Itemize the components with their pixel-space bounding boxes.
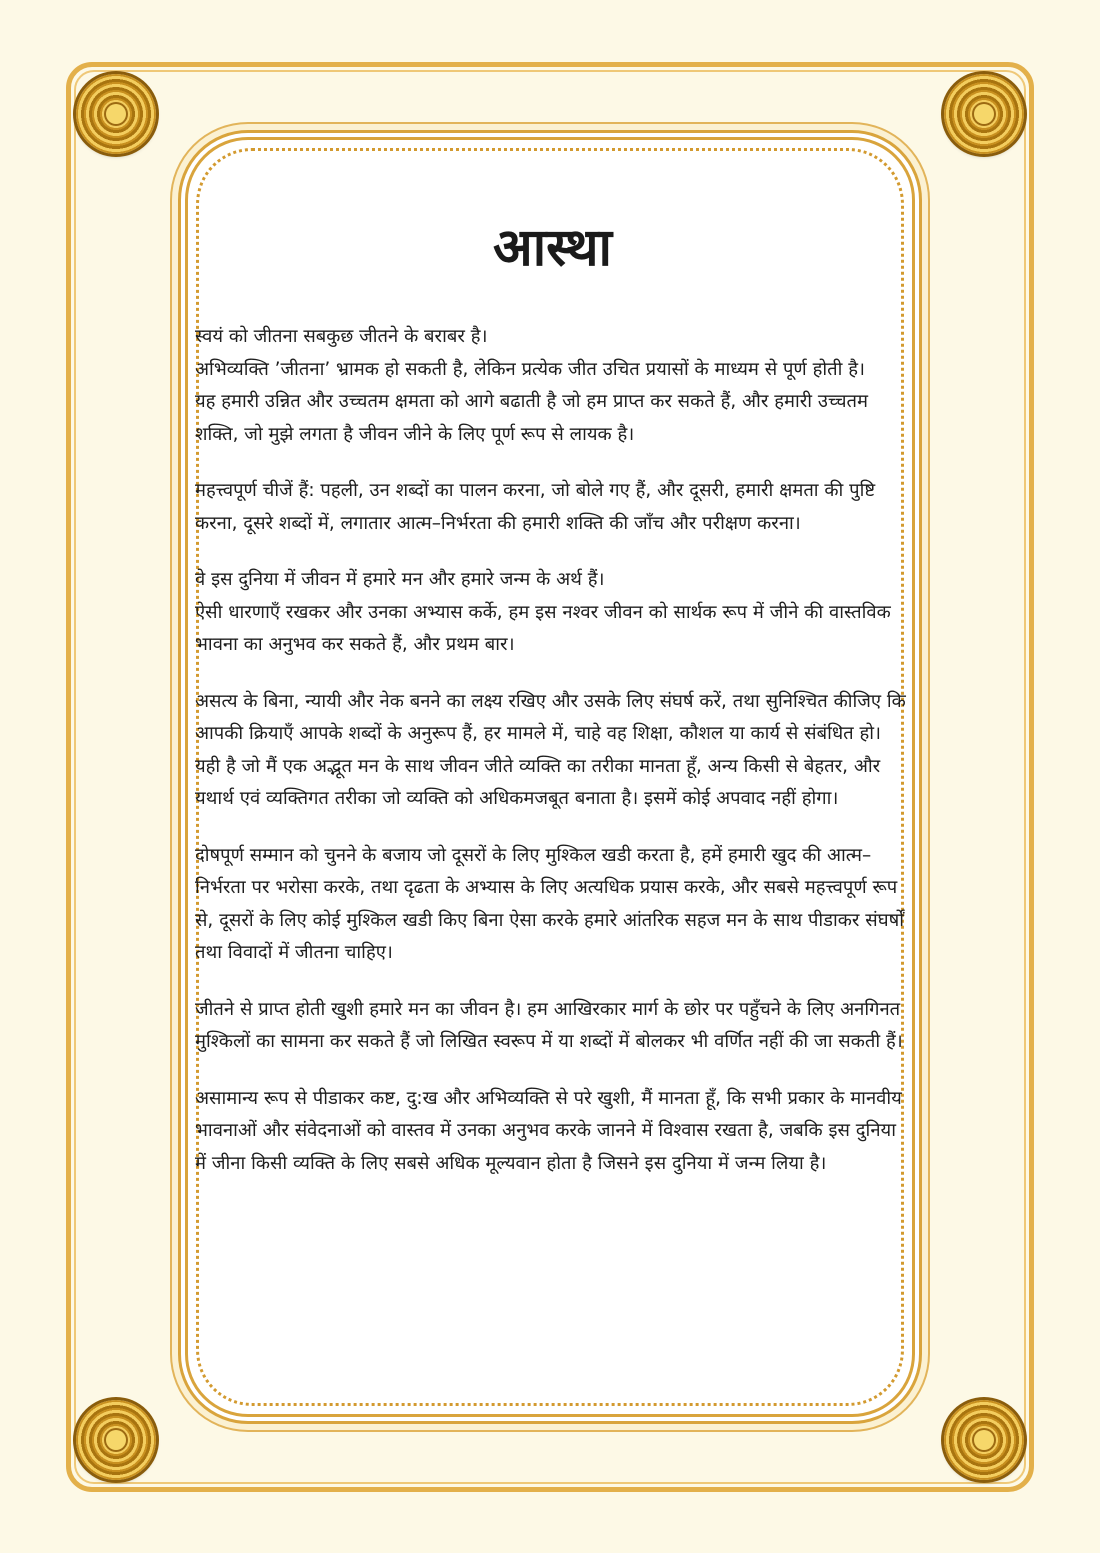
paragraph-3: [195, 564, 910, 662]
text-line: यही है जो मैं एक अद्भूत मन के साथ जीवन जीते व्यक्ति का तरीका मानता हूँ, अन्य किसी से बेहतर, और यथार्थ एवं व्यक्तिगत तरीका जो व्यक्ति को अधिकमजबूत बनाता है। इसमें कोई अपवाद नहीं होगा।: [195, 755, 881, 810]
text-line: महत्त्वपूर्ण चीजें हैं: पहली, उन शब्दों का पालन करना, जो बोले गए हैं, और दूसरी, हमारी क्षमता की पुष्टि करना, दूसरे शब्दों में, लगातार आत्म–निर्भरता की हमारी शक्ति की जाँच और परीक्षण करना।: [195, 480, 876, 534]
text-line: यह हमारी उन्नित और उच्चतम क्षमता को आगे बढाती है जो हम प्राप्त कर सकते हैं, और हमारी उच्चतम शक्ति, जो मुझे लगता है जीवन जीने के लिए पूर्ण रूप से लायक है।: [195, 391, 869, 445]
paragraph-6: [195, 994, 910, 1059]
corner-rosette-top-left: [76, 74, 156, 154]
corner-rosette-bottom-left: [76, 1400, 156, 1480]
corner-rosette-top-right: [944, 74, 1024, 154]
text-line: असत्य के बिना, न्यायी और नेक बनने का लक्ष्य रखिए और उसके लिए संघर्ष करें, तथा सुनिश्चित कीजिए कि आपकी क्रियाएँ आपके शब्दों के अनुरूप हैं, हर मामले में, चाहे वह शिक्षा, कौशल या कार्य से संबंधित हो।: [195, 690, 906, 745]
paragraph-2: [195, 475, 910, 540]
text-line: स्वयं को जीतना सबकुछ जीतने के बराबर है।: [195, 326, 488, 348]
paragraph-5: [195, 840, 910, 970]
paragraph-7: [195, 1083, 910, 1181]
paragraph-4: [195, 686, 910, 816]
text-line: असामान्य रूप से पीडाकर कष्ट, दु:ख और अभिव्यक्ति से परे खुशी, मैं मानता हूँ, कि सभी प्रकार के मानवीय भावनाओं और संवेदनाओं को वास्तव में उनका अनुभव करके जानने में विश्वास रखता है, जबकि इस दुनिया में जीना किसी व्यक्ति के लिए सबसे अधिक मूल्यवान होता है जिसने इस दुनिया में जन्म लिया है।: [195, 1087, 902, 1174]
document-body: [195, 220, 910, 1204]
corner-rosette-bottom-right: [944, 1400, 1024, 1480]
text-line: ऐसी धारणाएँ रखकर और उनका अभ्यास कर्के, हम इस नश्वर जीवन को सार्थक रूप में जीने की वास्तविक भावना का अनुभव कर सकते हैं, और प्रथम बार।: [195, 601, 891, 656]
page-title: आस्था: [492, 218, 613, 278]
text-line: जीतने से प्राप्त होती खुशी हमारे मन का जीवन है। हम आखिरकार मार्ग के छोर पर पहुँचने के लिए अनगिनत मुश्किलों का सामना कर सकते हैं जो लिखित स्वरूप में या शब्दों में बोलकर भी वर्णित नहीं की जा सकती हैं।: [195, 998, 903, 1053]
paragraph-1: [195, 321, 910, 451]
text-line: दोषपूर्ण सम्मान को चुनने के बजाय जो दूसरों के लिए मुश्किल खडी करता है, हमें हमारी खुद की आत्म–निर्भरता पर भरोसा करके, तथा दृढता के अभ्यास के लिए अत्यधिक प्रयास करके, और सबसे महत्त्वपूर्ण रूप से, दूसरों के लिए कोई मुश्किल खडी किए बिना ऐसा करके हमारे आंतरिक सहज मन के साथ पीडाकर संघर्षों तथा विवादों में जीतना चाहिए।: [195, 844, 904, 964]
text-line: वे इस दुनिया में जीवन में हमारे मन और हमारे जन्म के अर्थ हैं।: [195, 569, 605, 591]
text-line: अभिव्यक्ति ’जीतना’ भ्रामक हो सकती है, लेकिन प्रत्येक जीत उचित प्रयासों के माध्यम से पूर्ण होती है।: [195, 358, 865, 380]
